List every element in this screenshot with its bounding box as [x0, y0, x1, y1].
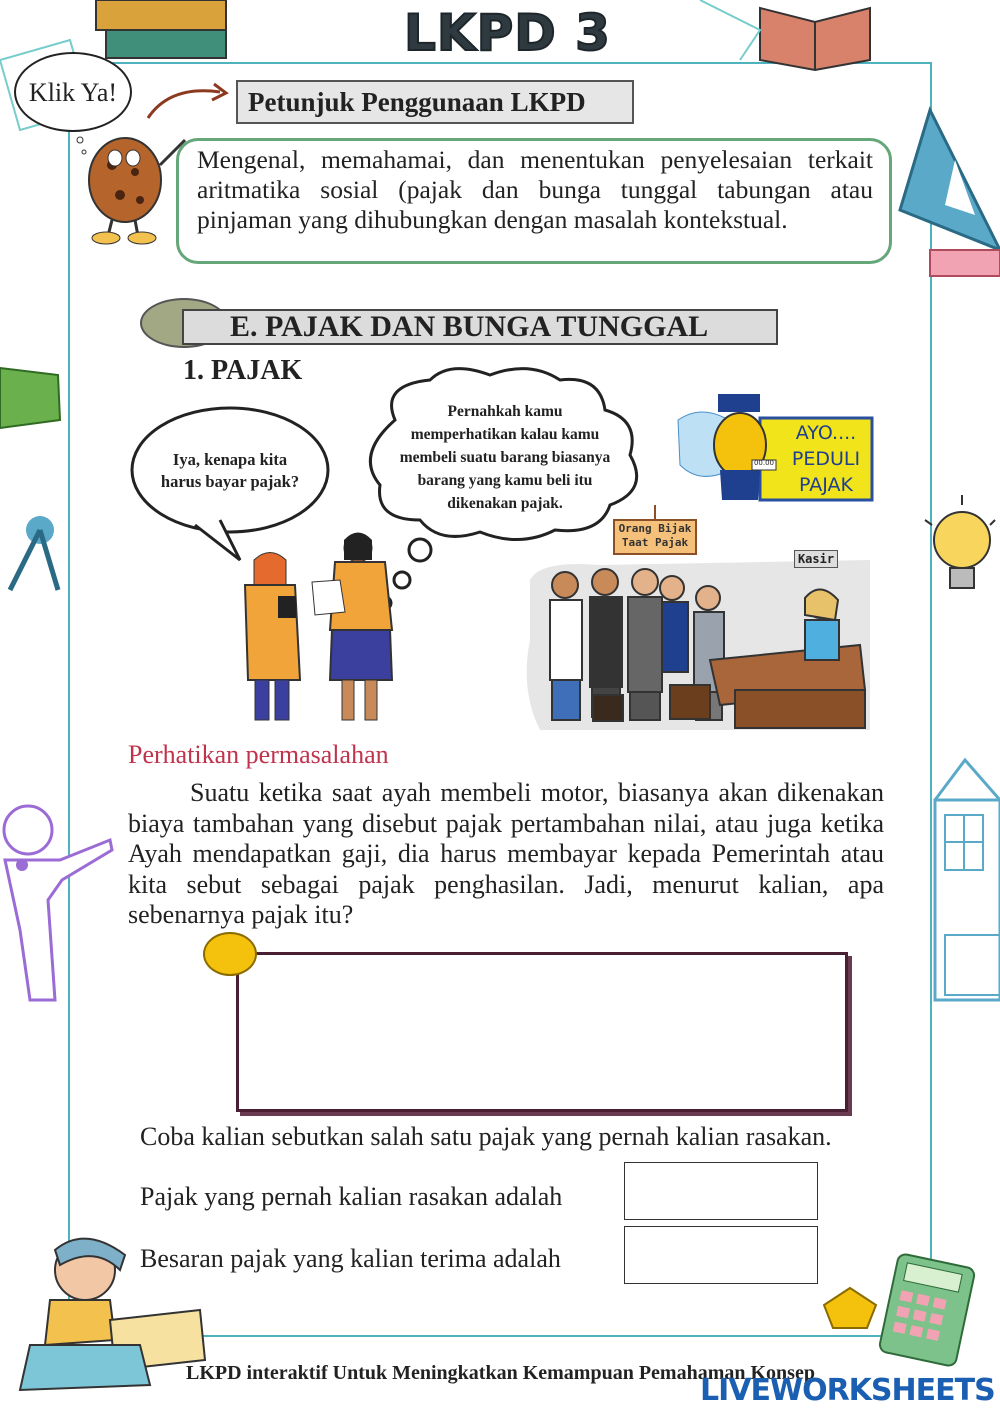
- queue-illustration: [527, 560, 870, 730]
- thought-line: memperhatikan kalau kamu: [410, 426, 600, 443]
- speech-left-text: [140, 449, 320, 493]
- bijak-sign: [614, 522, 696, 550]
- thought-line: barang yang kamu beli itu: [417, 472, 593, 489]
- thought-line: membeli suatu barang biasanya: [399, 449, 611, 466]
- girl-illustration: [4, 806, 112, 1000]
- objective-box: Mengenal, memahamai, dan menentukan penyelesaian terkait aritmatika sosial (pajak dan bunga tunggal tabungan atau pinjaman yang dihubungkan dengan masalah kontekstual.: [176, 138, 892, 264]
- sign-line: PAJAK: [799, 474, 853, 496]
- sign-small-text: 00.00: [753, 459, 775, 467]
- question-1-input[interactable]: [624, 1162, 818, 1220]
- protractor-icon: [0, 368, 60, 428]
- house-icon: [935, 760, 1000, 1000]
- subsection-title: 1. PAJAK: [183, 355, 303, 386]
- question-2-label: Besaran pajak yang kalian terima adalah: [140, 1244, 561, 1273]
- footer-text: LKPD interaktif Untuk Meningkatkan Kemampuan Pemahaman Konsep: [186, 1362, 815, 1384]
- yellow-marker: [203, 932, 257, 976]
- two-women-illustration: [245, 533, 392, 721]
- kasir-sign: Kasir: [794, 550, 838, 568]
- open-book-icon: [700, 0, 870, 70]
- page-title: LKPD 3: [404, 4, 611, 62]
- sign-line: Orang Bijak: [618, 522, 692, 535]
- lightbulb-icon: [925, 495, 995, 588]
- calculator-icon: [878, 1253, 975, 1367]
- section-title: E. PAJAK DAN BUNGA TUNGGAL: [182, 309, 778, 345]
- speech-left-line: Iya, kenapa kita: [172, 450, 288, 469]
- question-1-label: Pajak yang pernah kalian rasakan adalah: [140, 1182, 563, 1211]
- thought-line: Pernahkah kamu: [447, 403, 563, 420]
- klik-ya-bubble[interactable]: Klik Ya!: [14, 52, 132, 132]
- speech-left-line: harus bayar pajak?: [160, 472, 300, 491]
- answer-textbox[interactable]: [236, 952, 848, 1112]
- thought-line: dikenakan pajak.: [447, 495, 563, 512]
- ayo-peduli-sign: [780, 420, 872, 498]
- thought-text: [380, 400, 630, 515]
- compass-icon: [10, 516, 58, 590]
- sign-line: Taat Pajak: [621, 536, 689, 549]
- question-prompt: Coba kalian sebutkan salah satu pajak yang pernah kalian rasakan.: [140, 1122, 832, 1151]
- guide-button[interactable]: Petunjuk Penggunaan LKPD: [236, 80, 634, 124]
- sign-line: AYO....: [795, 422, 857, 444]
- sign-line: PEDULI: [791, 448, 861, 470]
- brand-logo[interactable]: LIVEWORKSHEETS: [700, 1373, 995, 1408]
- pentagon-shape: [824, 1288, 876, 1328]
- problem-text: Suatu ketika saat ayah membeli motor, biasanya akan dikenakan biaya tambahan yang disebut pajak pertambahan nilai, atau juga ketika Ayah mendapatkan gaji, dia harus membayar kepada Pemerintah atau kita sebut sebagai pajak penghasilan. Jadi, menurut kalian, apa sebenarnya pajak itu?: [128, 778, 884, 929]
- question-2-input[interactable]: [624, 1226, 818, 1284]
- triangle-ruler-icon: [900, 110, 1000, 276]
- problem-heading: Perhatikan permasalahan: [128, 740, 389, 769]
